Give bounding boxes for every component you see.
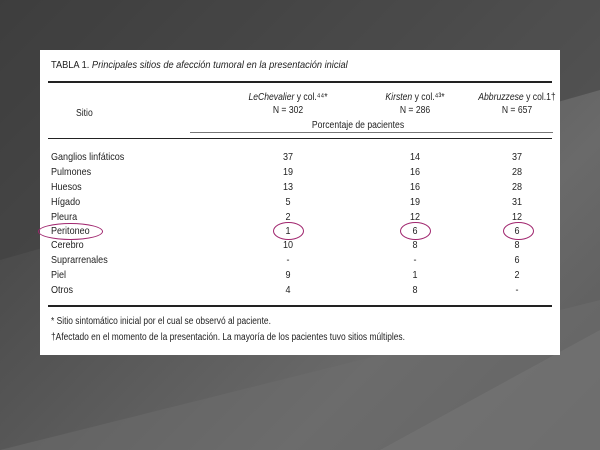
table-image-card: TABLA 1. Principales sitios de afección tumoral en la presentación inicial Sitio LeChevalier y col.⁴⁴* N = 302 Kirsten y col.⁴³* N = 286 Abbruzzese y col.1† N = 657 Porcentaje de pacientes Ganglios linfáticos 37 14 37 Pulmones 19 16 28 Huesos 13 16 28 Hígado 5 19 31 Pleura 2 12 12 Peritoneo 1 6 6 Cerebro 10 8 8 Suprarrenales - - 6 Piel 9 1 2 Otros 4 8 - * Sitio sintomático inicial por el cual se observó al paciente. †Afectado en el momento de la presentación. La mayoría de los pacientes tuvo sitios múltiples. <box>40 50 560 355</box>
study3-suffix: y col.1† <box>523 92 556 103</box>
percent-subheader: Porcentaje de pacientes <box>311 120 405 131</box>
study2-suffix: y col.⁴³* <box>412 92 445 103</box>
header-sitio: Sitio <box>76 108 93 119</box>
study1-n: N = 302 <box>272 105 304 116</box>
highlight-circle-peritoneo-label <box>38 223 103 240</box>
study2-author: Kirsten <box>385 92 413 103</box>
subheader-rule <box>190 132 553 133</box>
study3-n: N = 657 <box>501 105 533 116</box>
row-0-site: Ganglios linfáticos <box>51 151 125 163</box>
row-2-site: Huesos <box>51 181 82 193</box>
row-6-site: Cerebro <box>51 239 84 251</box>
row-8-site: Piel <box>51 269 67 281</box>
row-9-site: Otros <box>51 284 74 296</box>
row-5-site: Peritoneo <box>51 225 90 237</box>
study3-author: Abbruzzese <box>478 92 524 103</box>
study2-n: N = 286 <box>399 105 431 116</box>
row-4-site: Pleura <box>51 211 78 223</box>
study1-author: LeChevalier <box>248 92 295 103</box>
row-3-site: Hígado <box>51 196 81 208</box>
caption-title: Principales sitios de afección tumoral en la presentación inicial <box>91 59 348 71</box>
caption-prefix: TABLA 1. <box>51 59 90 71</box>
row-1-site: Pulmones <box>51 166 92 178</box>
highlight-circle-peritoneo-v3 <box>503 222 534 240</box>
top-rule <box>48 81 552 83</box>
row-7-site: Suprarrenales <box>51 254 108 266</box>
header-rule <box>48 138 552 139</box>
footnote-1: * Sitio sintomático inicial por el cual se observó al paciente. <box>51 316 271 327</box>
table-caption <box>51 59 348 71</box>
highlight-circle-peritoneo-v2 <box>400 222 431 240</box>
bottom-rule <box>48 305 552 307</box>
study1-suffix: y col.⁴⁴* <box>294 92 328 103</box>
footnote-2: †Afectado en el momento de la presentación. La mayoría de los pacientes tuvo sitios múltiples. <box>51 332 405 343</box>
highlight-circle-peritoneo-v1 <box>273 222 304 240</box>
